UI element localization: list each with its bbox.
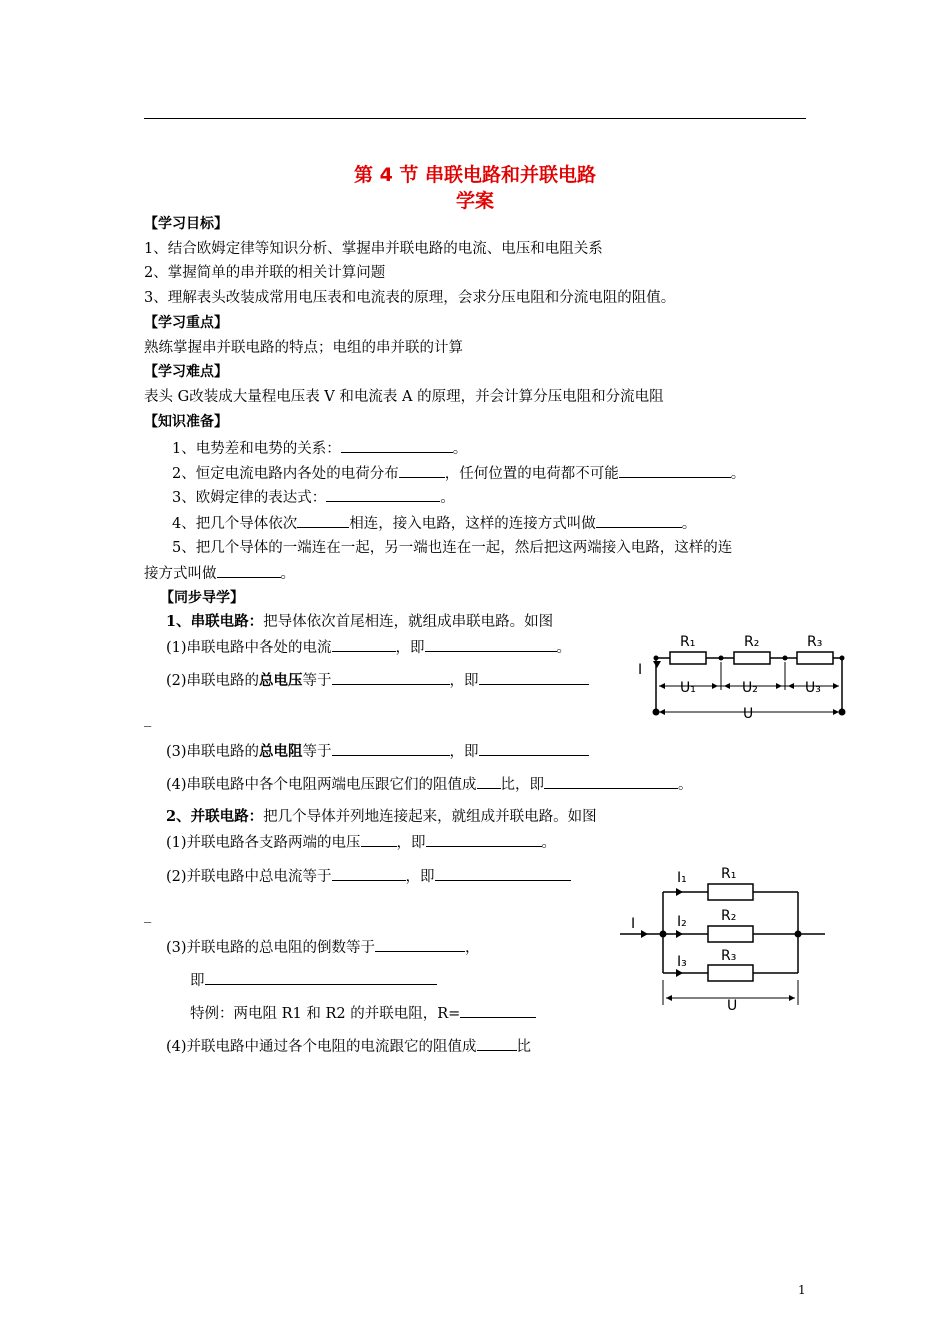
i2-label: I₂ xyxy=(677,914,687,930)
answer-blank[interactable] xyxy=(596,513,682,528)
series-l3: (3)串联电路的总电阻等于 ，即 xyxy=(166,741,589,762)
answer-blank[interactable] xyxy=(479,670,589,685)
resistor-r1 xyxy=(670,652,706,664)
parallel-circuit-diagram xyxy=(615,860,830,1016)
section-goals: 【学习目标】 xyxy=(144,216,228,232)
prep-q4: 4、把几个导体依次 相连，接入电路，这样的连接方式叫做 。 xyxy=(172,513,696,534)
answer-blank[interactable] xyxy=(332,670,450,685)
section-difficulty: 【学习难点】 xyxy=(144,364,228,380)
resistor-r2 xyxy=(708,926,753,942)
page-title: 第 4 节 串联电路和并联电路 xyxy=(353,164,597,186)
page-number: 1 xyxy=(798,1283,806,1297)
answer-blank[interactable] xyxy=(205,970,437,985)
difficulty-text: 表头 G改装成大量程电压表 V 和电流表 A 的原理，并会计算分压电阻和分流电阻 xyxy=(144,389,664,405)
parallel-intro: 2、并联电路：把几个导体并列地连接起来，就组成并联电路。如图 xyxy=(166,808,597,825)
parallel-l4: (4)并联电路中通过各个电阻的电流跟它的阻值成 比 xyxy=(166,1036,531,1057)
parallel-current-label: I xyxy=(631,916,636,932)
series-l2: (2)串联电路的总电压等于 ，即 xyxy=(166,670,589,691)
r2-label: R₂ xyxy=(721,908,737,924)
answer-blank[interactable] xyxy=(341,438,453,453)
r3-label: R₃ xyxy=(721,948,737,964)
page-subtitle: 学案 xyxy=(455,190,494,212)
r2-label: R₂ xyxy=(744,634,760,650)
prep-q2: 2、恒定电流电路内各处的电荷分布 ，任何位置的电荷都不可能 。 xyxy=(172,463,745,484)
prep-q5: 5、把几个导体的一端连在一起，另一端也连在一起，然后把这两端接入电路，这样的连 xyxy=(172,540,733,556)
answer-blank[interactable] xyxy=(326,487,440,502)
answer-blank[interactable] xyxy=(332,741,450,756)
stray-dash: _ xyxy=(144,711,152,727)
goal-1: 1、结合欧姆定律等知识分析、掌握串并联电路的电流、电压和电阻关系 xyxy=(144,241,603,257)
resistor-r3 xyxy=(708,965,753,981)
series-l1: (1)串联电路中各处的电流 ，即 。 xyxy=(166,637,571,658)
answer-blank[interactable] xyxy=(332,637,396,652)
i3-label: I₃ xyxy=(677,954,687,970)
parallel-l1: (1)并联电路各支路两端的电压 ，即 。 xyxy=(166,832,556,853)
goal-3: 3、理解表头改装成常用电压表和电流表的原理，会求分压电阻和分流电阻的阻值。 xyxy=(144,290,676,306)
parallel-l3b: 即 xyxy=(190,970,437,991)
answer-blank[interactable] xyxy=(477,774,501,789)
answer-blank[interactable] xyxy=(297,513,349,528)
answer-blank[interactable] xyxy=(332,866,406,881)
u3-label: U₃ xyxy=(805,680,821,696)
r3-label: R₃ xyxy=(807,634,823,650)
u2-label: U₂ xyxy=(742,680,758,696)
prep-q5-cont: 接方式叫做 。 xyxy=(144,563,295,584)
r1-label: R₁ xyxy=(721,866,737,882)
section-focus: 【学习重点】 xyxy=(144,315,228,331)
series-circuit-diagram xyxy=(630,628,855,720)
u-total-label: U xyxy=(727,998,738,1014)
answer-blank[interactable] xyxy=(479,741,589,756)
i1-label: I₁ xyxy=(677,870,687,886)
u1-label: U₁ xyxy=(680,680,696,696)
series-l4: (4)串联电路中各个电阻两端电压跟它们的阻值成 比，即 。 xyxy=(166,774,693,795)
answer-blank[interactable] xyxy=(619,463,731,478)
series-intro: 1、串联电路：把导体依次首尾相连，就组成串联电路。如图 xyxy=(166,613,554,630)
prep-q3: 3、欧姆定律的表达式： 。 xyxy=(172,487,455,508)
prep-q1: 1、电势差和电势的关系： 。 xyxy=(172,438,467,459)
answer-blank[interactable] xyxy=(425,637,557,652)
focus-text: 熟练掌握串并联电路的特点；电组的串并联的计算 xyxy=(144,340,463,356)
resistor-r1 xyxy=(708,884,753,900)
answer-blank[interactable] xyxy=(426,832,542,847)
header-rule xyxy=(144,118,806,119)
answer-blank[interactable] xyxy=(544,774,678,789)
resistor-r2 xyxy=(734,652,770,664)
answer-blank[interactable] xyxy=(399,463,445,478)
parallel-l3: (3)并联电路的总电阻的倒数等于 ， xyxy=(166,937,480,958)
parallel-special: 特例：两电阻 R1 和 R2 的并联电阻，R= xyxy=(190,1003,536,1024)
parallel-l2: (2)并联电路中总电流等于 ，即 xyxy=(166,866,571,887)
answer-blank[interactable] xyxy=(217,563,281,578)
answer-blank[interactable] xyxy=(477,1036,517,1051)
section-guide: 【同步导学】 xyxy=(160,590,244,606)
r1-label: R₁ xyxy=(680,634,696,650)
answer-blank[interactable] xyxy=(460,1003,536,1018)
resistor-r3 xyxy=(797,652,833,664)
section-prep: 【知识准备】 xyxy=(144,414,228,430)
series-current-label: I xyxy=(638,662,643,678)
answer-blank[interactable] xyxy=(375,937,465,952)
answer-blank[interactable] xyxy=(361,832,397,847)
goal-2: 2、掌握简单的串并联的相关计算问题 xyxy=(144,265,386,281)
stray-dash: _ xyxy=(144,907,152,923)
answer-blank[interactable] xyxy=(435,866,571,881)
u-total-label: U xyxy=(743,706,754,720)
